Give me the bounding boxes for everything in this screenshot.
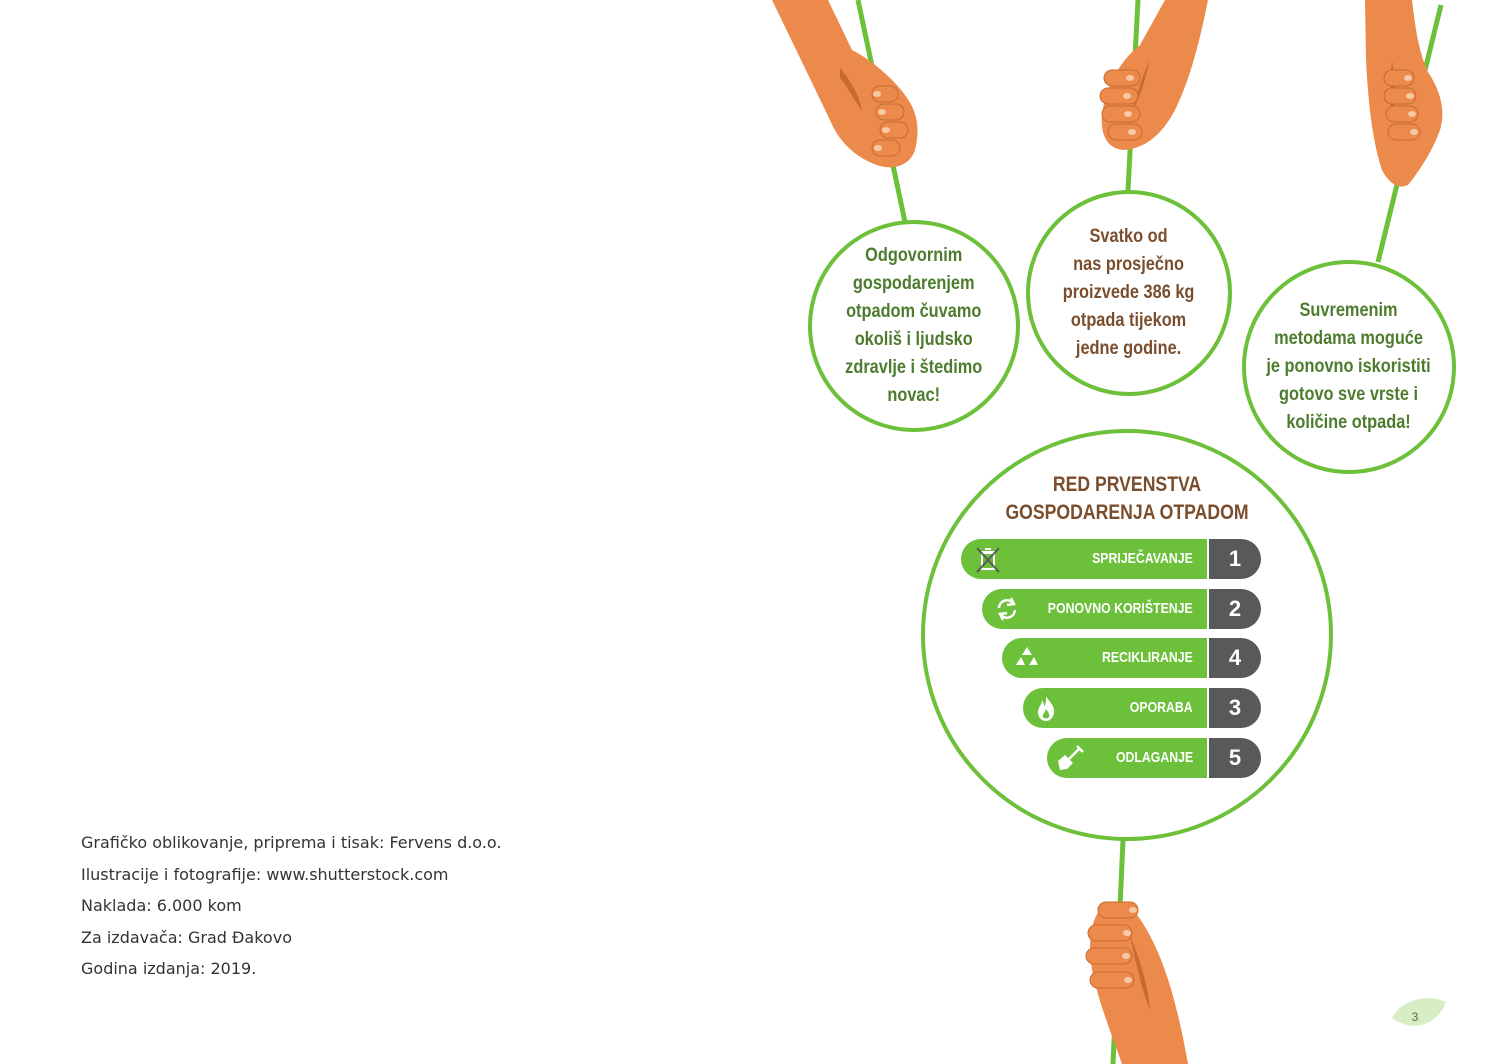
hierarchy-row-5 bbox=[1047, 738, 1261, 778]
hand-middle-illustration bbox=[1100, 0, 1208, 150]
hierarchy-row-3 bbox=[1002, 638, 1261, 678]
hierarchy-bar bbox=[982, 589, 1207, 629]
hand-bottom-illustration bbox=[1086, 902, 1188, 1064]
bubble-middle-text: Svatko od nas prosječno proizvede 386 kg otpada tijekom jedne godine. bbox=[1063, 226, 1195, 359]
credits-block bbox=[81, 830, 502, 988]
crossed-bin-icon bbox=[973, 544, 1003, 574]
shovel-icon bbox=[1055, 743, 1085, 773]
credit-line: Ilustracije i fotografije: www.shutterstock.com bbox=[81, 864, 449, 884]
hierarchy-bar bbox=[961, 539, 1207, 579]
waste-hierarchy-circle bbox=[921, 429, 1333, 841]
hierarchy-bar bbox=[1047, 738, 1207, 778]
hand-left-illustration bbox=[772, 0, 918, 167]
credit-line: Naklada: 6.000 kom bbox=[81, 896, 242, 916]
hierarchy-rank: 4 bbox=[1209, 638, 1261, 678]
hierarchy-label: OPORABA bbox=[1130, 699, 1193, 716]
page-number: 3 bbox=[1411, 1010, 1419, 1024]
bubble-left-text: Odgovornim gospodarenjem otpadom čuvamo okoliš i ljudsko zdravlje i štedimo novac! bbox=[845, 245, 983, 406]
bubble-middle bbox=[1026, 190, 1232, 396]
reuse-arrows-icon bbox=[992, 594, 1022, 624]
bubble-right-text: Suvremenim metodama moguće je ponovno iskoristiti gotovo sve vrste i količine otpada! bbox=[1266, 300, 1432, 433]
hierarchy-title: RED PRVENSTVA GOSPODARENJA OTPADOM bbox=[1005, 473, 1249, 524]
hierarchy-row-1 bbox=[961, 539, 1261, 579]
hierarchy-label: SPRIJEČAVANJE bbox=[1092, 550, 1193, 567]
hierarchy-bar bbox=[1023, 688, 1207, 728]
hierarchy-row-2 bbox=[982, 589, 1261, 629]
hierarchy-rank: 5 bbox=[1209, 738, 1261, 778]
credit-line: Godina izdanja: 2019. bbox=[81, 959, 257, 979]
hand-right-illustration bbox=[1365, 0, 1442, 187]
hierarchy-rank: 2 bbox=[1209, 589, 1261, 629]
hierarchy-label: PONOVNO KORIŠTENJE bbox=[1048, 600, 1193, 617]
hierarchy-row-4 bbox=[1023, 688, 1261, 728]
hierarchy-label: RECIKLIRANJE bbox=[1102, 649, 1193, 666]
bubble-left bbox=[808, 220, 1020, 432]
credit-line: Grafičko oblikovanje, priprema i tisak: Fervens d.o.o. bbox=[81, 833, 502, 852]
recycle-icon bbox=[1012, 643, 1042, 673]
bubble-right bbox=[1242, 260, 1456, 474]
hierarchy-rank: 1 bbox=[1209, 539, 1261, 579]
hierarchy-bar bbox=[1002, 638, 1207, 678]
flame-icon bbox=[1031, 693, 1061, 723]
hierarchy-label: ODLAGANJE bbox=[1115, 749, 1193, 766]
credit-line: Za izdavača: Grad Đakovo bbox=[81, 927, 292, 947]
hierarchy-rank: 3 bbox=[1209, 688, 1261, 728]
